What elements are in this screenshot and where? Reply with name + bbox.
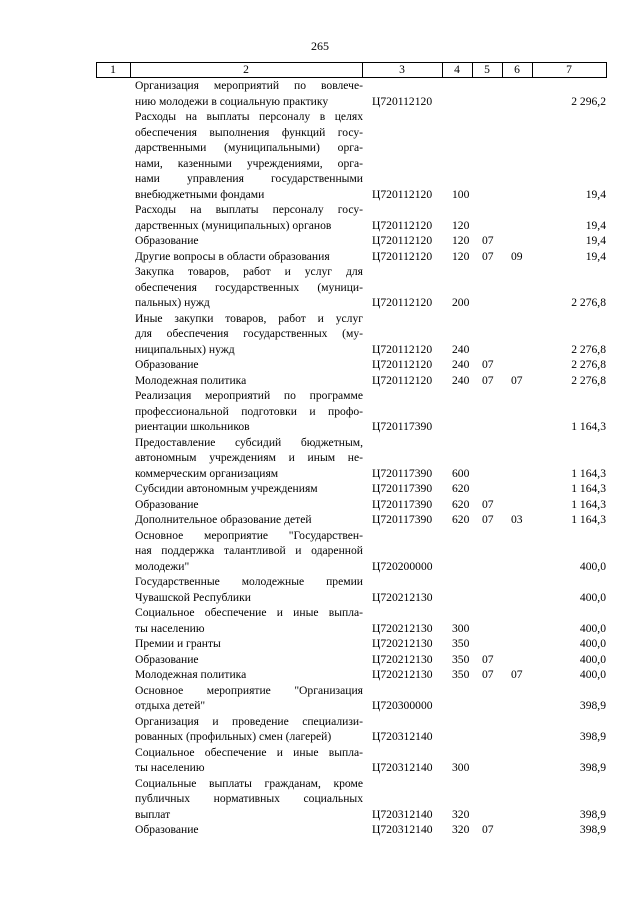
row-description: [135, 714, 363, 745]
section-cell: 07: [482, 234, 494, 247]
description-line: внебюджетными фондами: [135, 187, 265, 201]
amount-cell: 1 164,3: [571, 497, 606, 511]
amount-cell: 1 164,3: [571, 482, 606, 495]
section-cell: 07: [482, 249, 494, 263]
table-row: [0, 667, 640, 683]
row-description: [135, 233, 363, 249]
description-line: профессиональной подготовки и профо-: [135, 404, 363, 418]
description-line: отдыха детей": [135, 699, 206, 712]
target-code-cell: Ц720112120: [372, 249, 433, 263]
expense-type-cell: 620: [452, 513, 470, 526]
row-description: [135, 574, 363, 605]
target-code-cell: Ц720312140: [372, 730, 433, 743]
expense-type-cell: 240: [452, 373, 470, 387]
table-row: [0, 512, 640, 528]
description-line: Чувашской Республики: [135, 590, 251, 604]
amount-cell: 398,9: [579, 807, 606, 821]
description-line: коммерческим организациям: [135, 466, 279, 480]
header-col-4: 4: [454, 63, 460, 76]
target-code-cell: Ц720117390: [372, 482, 433, 495]
amount-cell: 400,0: [579, 559, 606, 573]
target-code-cell: Ц720112120: [372, 373, 433, 387]
amount-cell: 1 164,3: [571, 513, 606, 526]
amount-cell: 2 276,8: [571, 342, 606, 356]
description-line: Образование: [135, 823, 199, 836]
description-line: обеспечения государственных (муници-: [135, 280, 363, 294]
expense-type-cell: 320: [452, 823, 470, 836]
target-code-cell: Ц720212130: [372, 637, 433, 650]
description-line: обеспечения выполнения функций госу-: [135, 125, 363, 139]
section-cell: 07: [482, 513, 494, 526]
row-description: [135, 311, 363, 358]
table-row: [0, 528, 640, 575]
target-code-cell: Ц720112120: [372, 218, 433, 232]
description-line: Субсидии автономным учреждениям: [135, 482, 318, 495]
table-row: [0, 745, 640, 776]
row-description: [135, 636, 363, 652]
expense-type-cell: 350: [452, 652, 470, 666]
description-line: нами, казенными учреждениями, орга-: [135, 156, 363, 170]
description-line: Образование: [135, 497, 199, 511]
target-code-cell: Ц720200000: [372, 559, 433, 573]
row-description: [135, 435, 363, 482]
row-description: [135, 264, 363, 311]
target-code-cell: Ц720312140: [372, 761, 433, 774]
expense-type-cell: 350: [452, 668, 470, 681]
description-line: ты населению: [135, 761, 205, 774]
description-line: Основное мероприятие "Организация: [135, 683, 363, 697]
amount-cell: 19,4: [585, 249, 606, 263]
description-line: автономным учреждениям и иным не-: [135, 451, 363, 464]
description-line: пальных) нужд: [135, 296, 210, 309]
row-description: [135, 373, 363, 389]
description-line: Другие вопросы в области образования: [135, 249, 330, 263]
amount-cell: 2 276,8: [571, 358, 606, 371]
table-row: [0, 249, 640, 265]
budget-table-body: [0, 78, 640, 838]
target-code-cell: Ц720312140: [372, 807, 433, 821]
header-col-3: 3: [399, 63, 405, 76]
description-line: дарственными (муниципальными) орга-: [135, 141, 363, 154]
table-row: [0, 202, 640, 233]
target-code-cell: Ц720112120: [372, 296, 433, 309]
table-row: [0, 605, 640, 636]
table-row: [0, 357, 640, 373]
target-code-cell: Ц720112120: [372, 94, 433, 108]
row-description: [135, 822, 363, 838]
row-description: [135, 481, 363, 497]
description-line: риентации школьников: [135, 420, 250, 433]
table-row: [0, 714, 640, 745]
page-number: 265: [311, 39, 329, 53]
description-line: Иные закупки товаров, работ и услуг: [135, 311, 363, 325]
target-code-cell: Ц720212130: [372, 652, 433, 666]
description-line: Расходы на выплаты персоналу в целях: [135, 110, 363, 123]
amount-cell: 398,9: [579, 699, 606, 712]
table-row: [0, 683, 640, 714]
row-description: [135, 202, 363, 233]
description-line: Предоставление субсидий бюджетным,: [135, 435, 363, 449]
row-description: [135, 388, 363, 435]
description-line: Образование: [135, 652, 199, 666]
description-line: выплат: [135, 807, 171, 821]
row-description: [135, 249, 363, 265]
table-row: [0, 311, 640, 358]
row-description: [135, 745, 363, 776]
section-cell: 07: [482, 668, 494, 681]
description-line: рованных (профильных) смен (лагерей): [135, 730, 332, 743]
subsection-cell: 07: [511, 668, 523, 681]
description-line: Организация и проведение специализи-: [135, 714, 363, 728]
description-line: Основное мероприятие "Государствен-: [135, 528, 363, 542]
amount-cell: 19,4: [585, 218, 606, 232]
expense-type-cell: 240: [452, 342, 470, 356]
section-cell: 07: [482, 497, 494, 511]
description-line: ниципальных) нужд: [135, 342, 235, 356]
subsection-cell: 03: [511, 513, 523, 526]
table-row: [0, 636, 640, 652]
expense-type-cell: 300: [452, 761, 470, 774]
amount-cell: 398,9: [579, 823, 606, 836]
description-line: Молодежная политика: [135, 373, 247, 387]
amount-cell: 398,9: [579, 761, 606, 774]
row-description: [135, 78, 363, 109]
description-line: Образование: [135, 358, 199, 371]
description-line: Организация мероприятий по вовлече-: [135, 79, 363, 92]
row-description: [135, 109, 363, 202]
table-row: [0, 481, 640, 497]
target-code-cell: Ц720117390: [372, 497, 433, 511]
expense-type-cell: 620: [452, 497, 470, 511]
description-line: Молодежная политика: [135, 668, 247, 681]
section-cell: 07: [482, 358, 494, 371]
header-col-1: 1: [110, 63, 116, 76]
subsection-cell: 07: [511, 373, 523, 387]
description-line: дарственных (муниципальных) органов: [135, 218, 332, 232]
description-line: нами управления государственными: [135, 172, 363, 185]
amount-cell: 2 276,8: [571, 373, 606, 387]
table-row: [0, 109, 640, 202]
target-code-cell: Ц720300000: [372, 699, 433, 712]
table-row: [0, 435, 640, 482]
table-row: [0, 264, 640, 311]
description-line: Реализация мероприятий по программе: [135, 389, 363, 402]
amount-cell: 400,0: [579, 637, 606, 650]
row-description: [135, 512, 363, 528]
row-description: [135, 683, 363, 714]
amount-cell: 2 276,8: [571, 296, 606, 309]
row-description: [135, 605, 363, 636]
amount-cell: 1 164,3: [571, 420, 606, 433]
table-row: [0, 574, 640, 605]
description-line: Социальное обеспечение и иные выпла-: [135, 606, 363, 619]
table-row: [0, 822, 640, 838]
target-code-cell: Ц720212130: [372, 621, 433, 635]
table-header-row: [96, 62, 607, 78]
target-code-cell: Ц720112120: [372, 187, 433, 201]
amount-cell: 400,0: [579, 621, 606, 635]
target-code-cell: Ц720117390: [372, 466, 433, 480]
amount-cell: 2 296,2: [571, 94, 606, 108]
description-line: публичных нормативных социальных: [135, 792, 363, 805]
table-row: [0, 78, 640, 109]
expense-type-cell: 620: [452, 482, 470, 495]
table-row: [0, 497, 640, 513]
table-row: [0, 233, 640, 249]
target-code-cell: Ц720212130: [372, 590, 433, 604]
expense-type-cell: 350: [452, 637, 470, 650]
header-col-7: 7: [566, 63, 572, 76]
description-line: для обеспечения государственных (му-: [135, 327, 363, 340]
target-code-cell: Ц720117390: [372, 420, 433, 433]
amount-cell: 398,9: [579, 730, 606, 743]
amount-cell: 19,4: [585, 187, 606, 201]
header-col-6: 6: [514, 63, 520, 76]
expense-type-cell: 100: [452, 187, 470, 201]
amount-cell: 400,0: [579, 652, 606, 666]
table-row: [0, 776, 640, 823]
expense-type-cell: 320: [452, 807, 470, 821]
description-line: Премии и гранты: [135, 637, 221, 650]
expense-type-cell: 200: [452, 296, 470, 309]
description-line: молодежи": [135, 559, 190, 573]
row-description: [135, 528, 363, 575]
description-line: нию молодежи в социальную практику: [135, 94, 329, 108]
target-code-cell: Ц720112120: [372, 358, 433, 371]
expense-type-cell: 120: [452, 218, 470, 232]
target-code-cell: Ц720117390: [372, 513, 433, 526]
description-line: Закупка товаров, работ и услуг для: [135, 265, 363, 278]
target-code-cell: Ц720112120: [372, 342, 433, 356]
expense-type-cell: 120: [452, 249, 470, 263]
section-cell: 07: [482, 652, 494, 666]
target-code-cell: Ц720112120: [372, 234, 433, 247]
description-line: Расходы на выплаты персоналу госу-: [135, 203, 363, 216]
row-description: [135, 357, 363, 373]
section-cell: 07: [482, 823, 494, 836]
amount-cell: 19,4: [585, 234, 606, 247]
description-line: Социальные выплаты гражданам, кроме: [135, 776, 363, 790]
table-row: [0, 388, 640, 435]
expense-type-cell: 600: [452, 466, 470, 480]
row-description: [135, 776, 363, 823]
header-col-5: 5: [484, 63, 490, 76]
description-line: ты населению: [135, 621, 205, 635]
header-col-2: 2: [243, 63, 249, 76]
table-row: [0, 652, 640, 668]
expense-type-cell: 240: [452, 358, 470, 371]
description-line: Образование: [135, 234, 199, 247]
amount-cell: 400,0: [579, 668, 606, 681]
row-description: [135, 497, 363, 513]
table-row: [0, 373, 640, 389]
amount-cell: 400,0: [579, 590, 606, 604]
target-code-cell: Ц720212130: [372, 668, 433, 681]
description-line: Государственные молодежные премии: [135, 575, 363, 588]
amount-cell: 1 164,3: [571, 466, 606, 480]
subsection-cell: 09: [511, 249, 523, 263]
expense-type-cell: 300: [452, 621, 470, 635]
row-description: [135, 652, 363, 668]
row-description: [135, 667, 363, 683]
description-line: Дополнительное образование детей: [135, 513, 312, 526]
section-cell: 07: [482, 373, 494, 387]
description-line: Социальное обеспечение и иные выпла-: [135, 745, 363, 759]
target-code-cell: Ц720312140: [372, 823, 433, 836]
expense-type-cell: 120: [452, 234, 470, 247]
description-line: ная поддержка талантливой и одаренной: [135, 544, 363, 557]
